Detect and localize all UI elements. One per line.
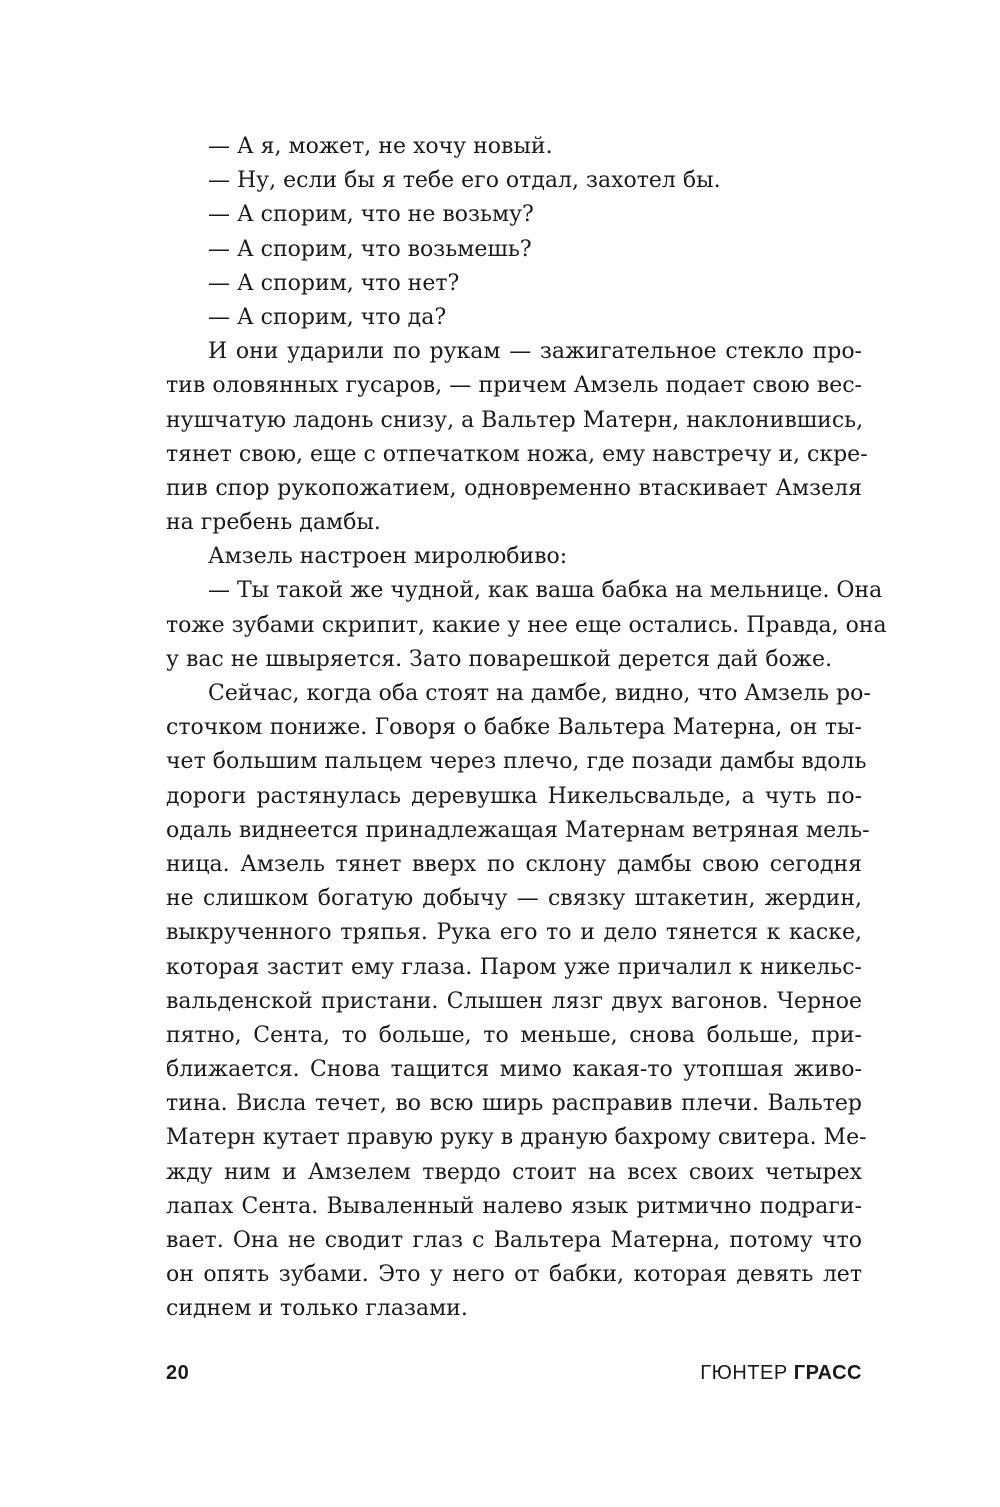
text-line: вает. Она не сводит глаз с Вальтера Матерна, потому что — [166, 1228, 862, 1253]
text-line: — А спорим, что нет? — [208, 270, 460, 296]
text-line: — А спорим, что возьмешь? — [208, 236, 532, 262]
text-line: вальденской пристани. Слышен лязг двух вагонов. Черное — [166, 988, 862, 1014]
author-last-name: ГРАСС — [793, 1362, 862, 1384]
text-line: ница. Амзель тянет вверх по склону дамбы свою сегодня — [166, 851, 862, 877]
text-line: которая застит ему глаза. Паром уже причалил к никельс- — [166, 954, 862, 980]
author-first-name: ГЮНТЕР — [700, 1362, 788, 1384]
text-line: одаль виднеется принадлежащая Матернам ветряная мель- — [166, 817, 870, 843]
text-line: он опять зубами. Это у него от бабки, которая девять лет — [166, 1262, 862, 1288]
page-body-text — [166, 130, 887, 1327]
text-line: чет большим пальцем через плечо, где позади дамбы вдоль — [166, 749, 867, 775]
text-line: нушчатую ладонь снизу, а Вальтер Матерн, наклонившись, — [166, 407, 864, 433]
text-line: тина. Висла течет, во всю ширь расправив плечи. Вальтер — [166, 1091, 862, 1117]
text-line: дороги растянулась деревушка Никельсвальде, а чуть по- — [166, 783, 862, 809]
running-head-author — [700, 1362, 862, 1385]
text-line: на гребень дамбы. — [166, 510, 381, 536]
text-line: — Ты такой же чудной, как ваша бабка на мельнице. Она — [208, 578, 883, 604]
text-line: И они ударили по рукам — зажигательное стекло про- — [208, 339, 862, 365]
text-line: у вас не швыряется. Зато поварешкой дерется дай боже. — [166, 646, 833, 672]
text-line: тянет свою, еще с отпечатком ножа, ему навстречу и, скре- — [166, 441, 868, 467]
text-line: Сейчас, когда оба стоят на дамбе, видно, что Амзель ро- — [208, 681, 871, 706]
text-line: пятно, Сента, то больше, то меньше, снова больше, при- — [166, 1022, 862, 1048]
text-line: Амзель настроен миролюбиво: — [208, 544, 568, 570]
text-line: — А я, может, не хочу новый. — [208, 134, 553, 159]
text-line: Матерн кутает правую руку в драную бахрому свитера. Ме- — [166, 1125, 867, 1151]
text-line: жду ним и Амзелем твердо стоит на всех своих четырех — [166, 1159, 862, 1185]
text-line: тоже зубами скрипит, какие у нее еще остались. Правда, она — [166, 612, 887, 638]
text-line: не слишком богатую добычу — связку штакетин, жердин, — [166, 886, 862, 912]
text-line: тив оловянных гусаров, — причем Амзель подает свою вес- — [166, 373, 862, 399]
text-line: выкрученного тряпья. Рука его то и дело тянется к каске, — [166, 920, 862, 946]
text-line: — А спорим, что да? — [208, 304, 447, 330]
page-number: 20 — [166, 1362, 190, 1384]
text-line: лапах Сента. Вываленный налево язык ритмично подраги- — [166, 1193, 862, 1219]
text-line: сточком пониже. Говоря о бабке Вальтера Матерна, он ты- — [166, 715, 862, 741]
text-line: ближается. Снова тащится мимо какая-то утопшая живо- — [166, 1057, 862, 1083]
text-line: сиднем и только глазами. — [166, 1296, 468, 1322]
text-line: — Ну, если бы я тебе его отдал, захотел бы. — [208, 168, 721, 194]
text-line: пив спор рукопожатием, одновременно втаскивает Амзеля — [166, 475, 862, 501]
text-line: — А спорим, что не возьму? — [208, 202, 534, 228]
